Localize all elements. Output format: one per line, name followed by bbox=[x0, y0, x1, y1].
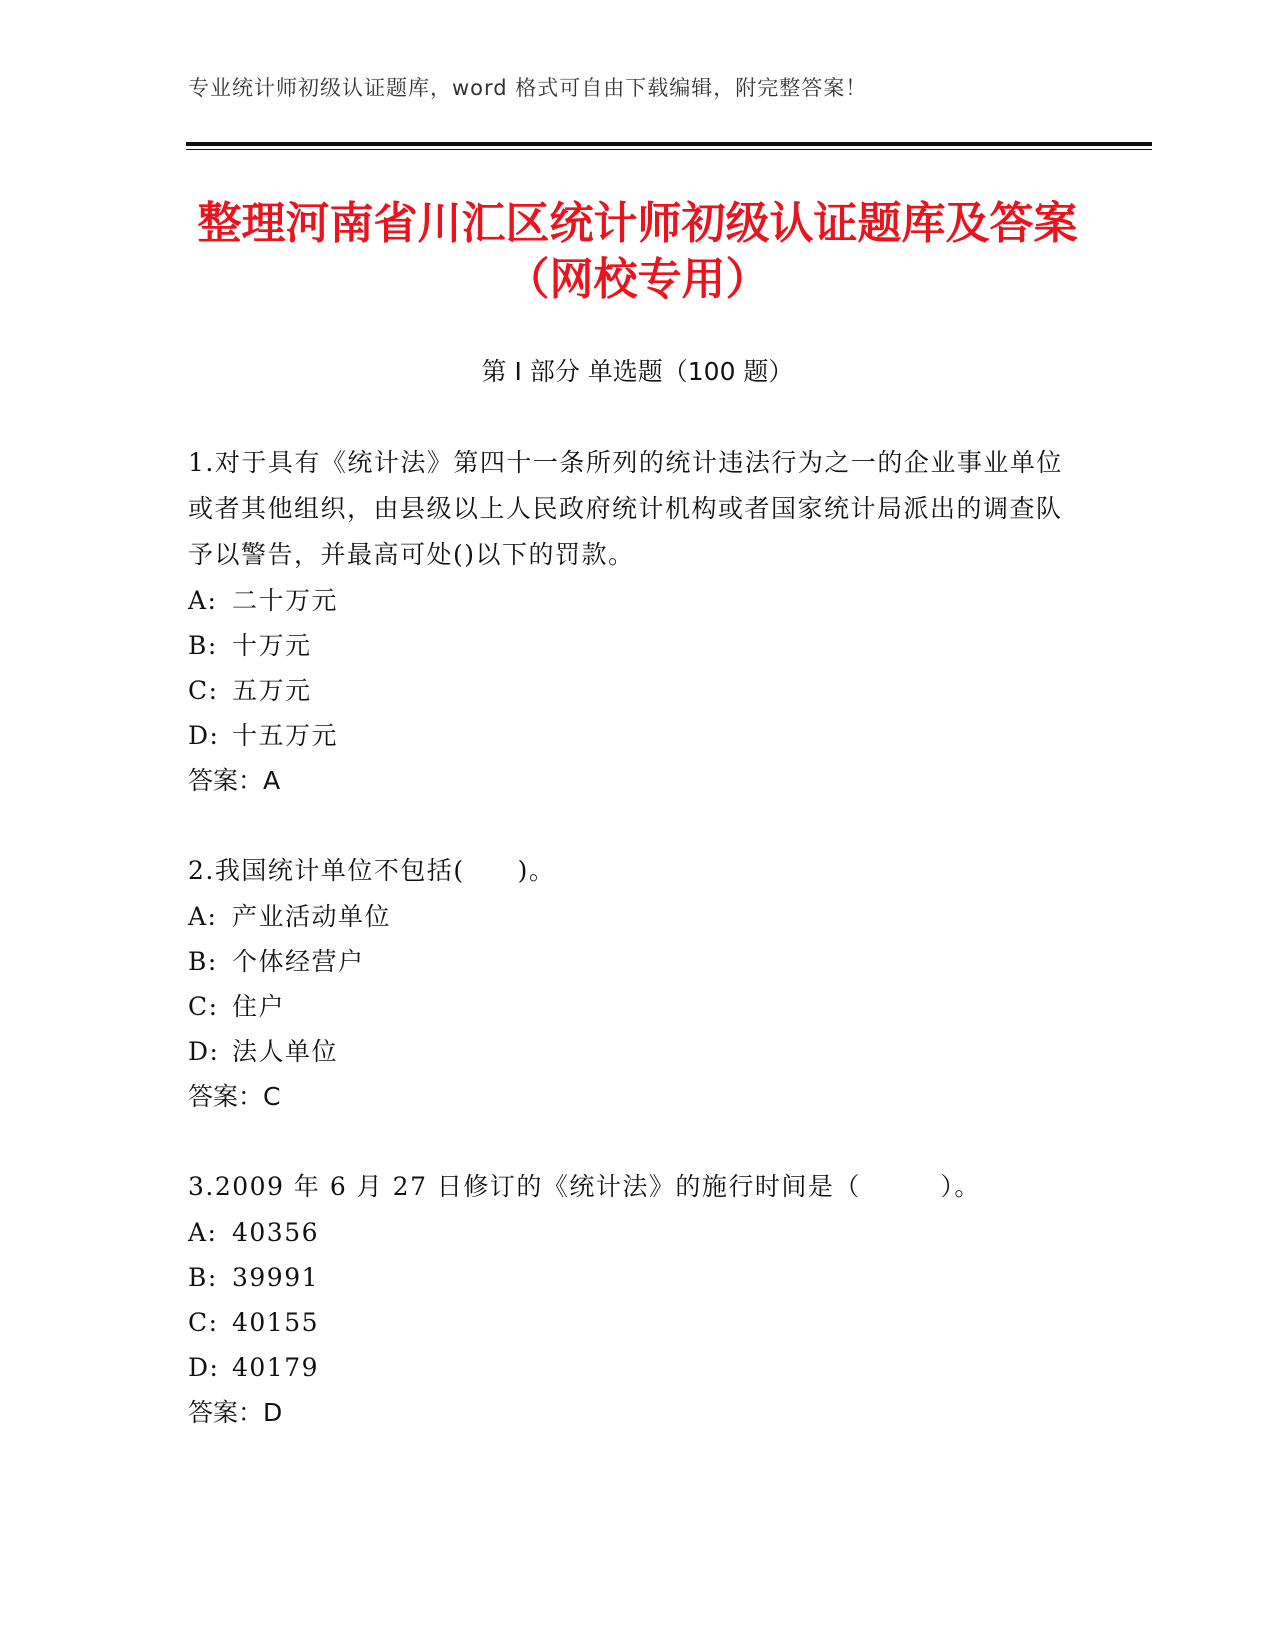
question-2 bbox=[188, 848, 1068, 1120]
question-3 bbox=[188, 1164, 1068, 1436]
answer-prefix: 答案： bbox=[188, 1398, 264, 1427]
option-a bbox=[188, 1210, 1068, 1255]
question-stem: 2.我国统计单位不包括( )。 bbox=[188, 856, 556, 885]
option-key: A: bbox=[188, 902, 218, 931]
option-key: A: bbox=[188, 586, 218, 615]
header-rule-thin bbox=[186, 149, 1152, 150]
option-key: C: bbox=[188, 992, 219, 1021]
question-stem: 3.2009 年 6 月 27 日修订的《统计法》的施行时间是（ ）。 bbox=[188, 1172, 981, 1201]
option-text: 40179 bbox=[232, 1353, 320, 1382]
option-text: 住户 bbox=[232, 992, 286, 1021]
option-d bbox=[188, 1029, 1068, 1074]
option-d bbox=[188, 1345, 1068, 1390]
option-text: 法人单位 bbox=[232, 1037, 339, 1066]
answer-line bbox=[188, 758, 1068, 804]
answer-line bbox=[188, 1074, 1068, 1120]
answer-prefix: 答案： bbox=[188, 1082, 264, 1111]
answer-value: D bbox=[263, 1398, 283, 1427]
option-key: D: bbox=[188, 1037, 220, 1066]
option-b bbox=[188, 623, 1068, 668]
option-key: D: bbox=[188, 1353, 220, 1382]
option-c bbox=[188, 984, 1068, 1029]
option-text: 十万元 bbox=[232, 631, 312, 660]
question-list bbox=[188, 440, 1068, 1480]
header-rule-thick bbox=[186, 142, 1152, 146]
option-key: B: bbox=[188, 1263, 218, 1292]
option-text: 十五万元 bbox=[232, 721, 339, 750]
option-key: D: bbox=[188, 721, 220, 750]
option-d bbox=[188, 713, 1068, 758]
option-key: C: bbox=[188, 1308, 219, 1337]
option-a bbox=[188, 578, 1068, 623]
option-key: B: bbox=[188, 947, 218, 976]
option-text: 个体经营户 bbox=[232, 947, 365, 976]
option-key: A: bbox=[188, 1218, 218, 1247]
option-key: B: bbox=[188, 631, 218, 660]
option-text: 39991 bbox=[232, 1263, 320, 1292]
question-1 bbox=[188, 440, 1068, 804]
document-title: 整理河南省川汇区统计师初级认证题库及答案（网校专用） bbox=[197, 198, 1078, 305]
answer-line bbox=[188, 1390, 1068, 1436]
option-c bbox=[188, 1300, 1068, 1345]
option-a bbox=[188, 894, 1068, 939]
section-heading: 第 I 部分 单选题（100 题） bbox=[481, 357, 794, 386]
option-b bbox=[188, 939, 1068, 984]
option-text: 40155 bbox=[232, 1308, 320, 1337]
option-text: 产业活动单位 bbox=[232, 902, 392, 931]
header-note: 专业统计师初级认证题库，word 格式可自由下载编辑，附完整答案！ bbox=[188, 76, 868, 100]
option-b bbox=[188, 1255, 1068, 1300]
option-text: 五万元 bbox=[232, 676, 312, 705]
option-text: 40356 bbox=[232, 1218, 320, 1247]
question-stem: 1.对于具有《统计法》第四十一条所列的统计违法行为之一的企业事业单位或者其他组织，由县级以上人民政府统计机构或者国家统计局派出的调查队予以警告，并最高可处()以下的罚款。 bbox=[188, 448, 1063, 569]
option-c bbox=[188, 668, 1068, 713]
answer-value: A bbox=[263, 766, 281, 795]
option-text: 二十万元 bbox=[232, 586, 339, 615]
answer-prefix: 答案： bbox=[188, 766, 264, 795]
answer-value: C bbox=[263, 1082, 281, 1111]
option-key: C: bbox=[188, 676, 219, 705]
